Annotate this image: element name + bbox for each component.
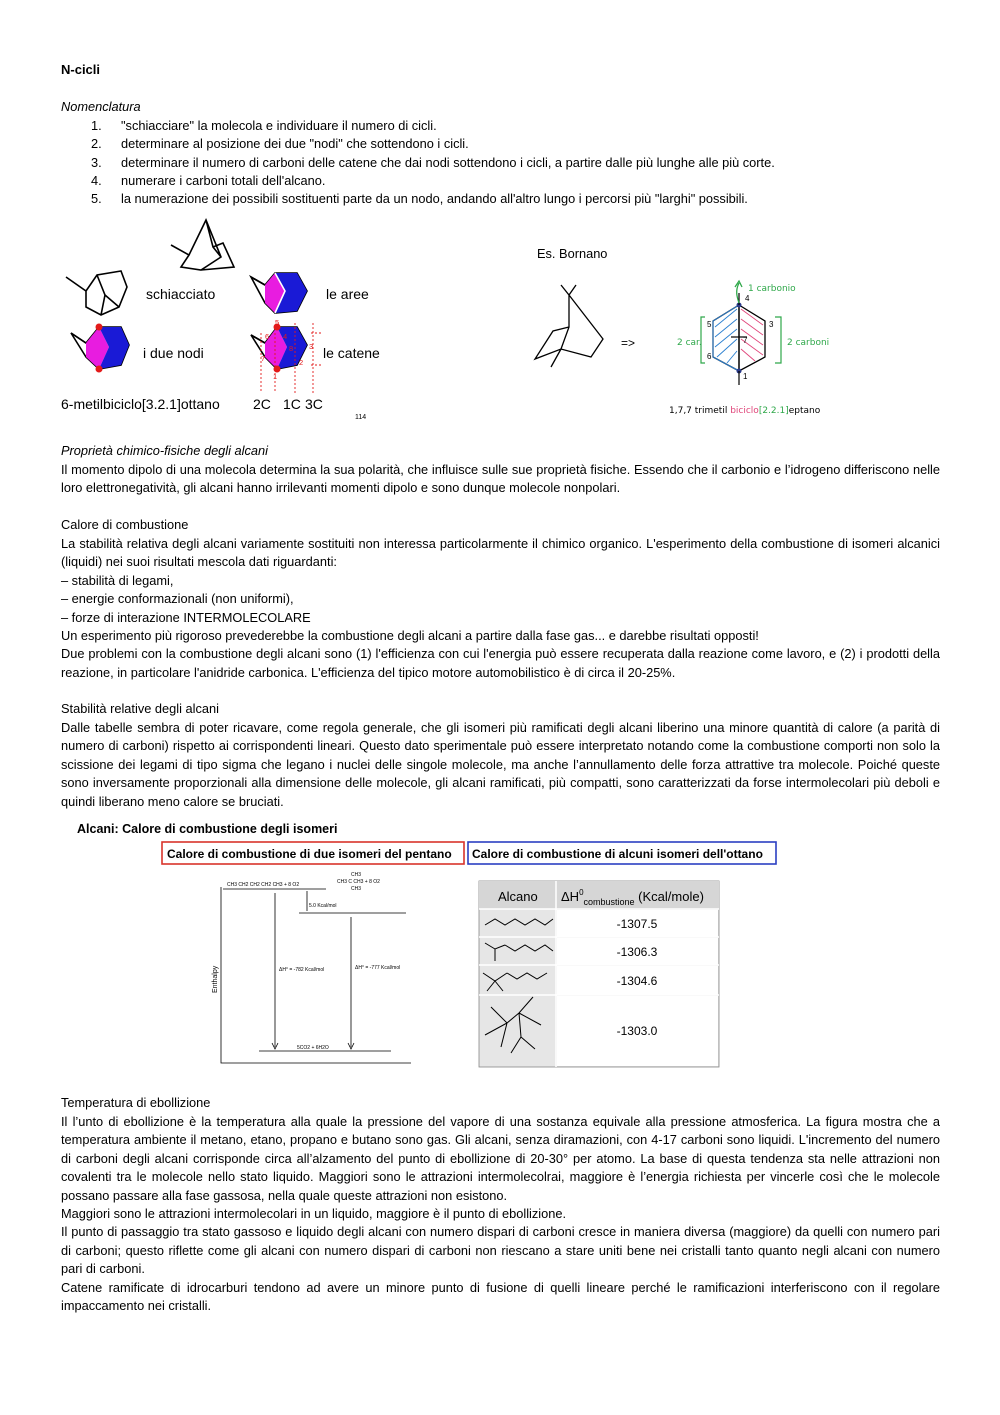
nomenclature-steps [61,117,940,208]
boiling-p1: Il l’unto di ebollizione è la temperatura alla quale la pressione del vapore di una sostanza equivale alla pressione atmosferica. La figura mostra che a temperatura ambiente il metano, etano, propano e butano sono gas. Gli alcani, senza diramazioni, con 4-17 carboni sono liquidi. L'incremento del numero di carboni degli alcani corrisponde circa all’alzamento del punto di ebollizione di 20-30° per atomo. La base di questa tendenza sta nelle attrazioni non covalenti tra le molecole nello stato liquido. Maggiori sono le attrazioni intermolecolrai, maggiore è l’energia richiesta per vincerle così che le molecole possano passare alla fase gassosa, nella quale queste attrazioni non esistono. [61,1114,940,1203]
svg-text:3: 3 [769,320,774,329]
svg-text:Calore di combustione di due i: Calore di combustione di due isomeri del pentano [167,847,452,861]
boiling-p2: Maggiori sono le attrazioni intermolecolari in un liquido, maggiore è il punto di ebollizione. [61,1206,567,1222]
combustion-section [61,535,940,682]
svg-text:6: 6 [707,352,712,361]
svg-text:7: 7 [743,336,748,345]
nomenclature-step: 5. la numerazione dei possibili sostituenti parte da un nodo, andando all'altro lungo i percorsi più "larghi" possibili. [91,191,748,207]
svg-text:5CO2 + 6H2O: 5CO2 + 6H2O [297,1045,329,1051]
svg-text:schiacciato: schiacciato [146,286,216,302]
svg-text:6: 6 [265,332,270,341]
combustion-p1: La stabilità relativa degli alcani variamente sostituiti non interessa particolarmente il chimico organico. L'esperimento della combustione di isomeri alcanici (liquidi) nei suoi risultati mescola dati riguardanti: [61,536,940,570]
svg-text:4: 4 [283,332,288,341]
svg-text:Enthalpy: Enthalpy [212,965,219,993]
svg-text:CH3 C CH3 + 8 O2: CH3 C CH3 + 8 O2 [337,879,380,885]
figure3-title: Alcani: Calore di combustione degli isomeri [77,822,338,836]
stability-heading: Stabilità relative degli alcani [61,701,219,716]
svg-text:1 carbonio: 1 carbonio [748,284,796,294]
boiling-section [61,1113,940,1315]
combustion-heading: Calore di combustione [61,517,189,532]
svg-text:3: 3 [309,342,314,351]
combustion-list-item: – stabilità di legami, [61,572,174,588]
svg-text:7: 7 [261,354,266,363]
svg-text:Calore di combustione di alcun: Calore di combustione di alcuni isomeri dell'ottano [472,847,763,861]
nomenclature-step: 4. numerare i carboni totali dell'alcano. [91,172,326,188]
properties-text: Il momento dipolo di una molecola determina la sua polarità, che influisce sulle sue proprietà fisiche. Essendo che il carbonio e l’idrogeno differiscono nelle loro elettronegatività, gli alcani hanno irrilevanti momenti dipolo e sono dunque molecole nonpolari. [61,462,940,496]
svg-text:5: 5 [707,320,712,329]
nomenclature-heading: Nomenclatura [61,99,141,114]
svg-text:2 car.: 2 car. [677,338,702,348]
svg-text:ΔH0combustione (Kcal/mole): $\Delta H^0_{combustione}$ (Kcal/mole) [561,888,704,907]
svg-text:6-metilbiciclo[3.2.1]ottano: 6-metilbiciclo[3.2.1]ottano [61,396,220,412]
svg-text:i due nodi: i due nodi [143,345,204,361]
svg-text:=>: => [621,336,636,350]
svg-text:ΔH° = -777 Kcal/mol: ΔH° = -777 Kcal/mol [355,965,401,971]
svg-text:3C: 3C [305,396,323,412]
stability-text: Dalle tabelle sembra di poter ricavare, come regola generale, che gli isomeri più ramificati degli alcani liberino una minore quantità di calore (a parità di numero di carboni) rispetto ai corrispondenti lineari. Questo dato sperimentale può essere interpretato notando come la combustione comporti non solo la scissione dei legami di tipo sigma che legano i nuclei delle singole molecole, ma anche l’annullamento delle forza attrattive tra molecole. Poiché queste sono inversamente proporzionali alla dimensione delle molecole, gli alcani ramificati, più compatti, sono caratterizzati da forse intermolecolari più deboli e quindi liberano meno calore se bruciati. [61,720,940,809]
svg-text:8: 8 [289,344,294,353]
svg-text:5: 5 [275,318,280,327]
boiling-heading: Temperatura di ebollizione [61,1095,211,1110]
svg-text:1: 1 [273,372,278,381]
svg-text:2C: 2C [253,396,271,412]
svg-text:1: 1 [743,372,748,381]
svg-text:CH3: CH3 [351,886,362,892]
boiling-p3: Il punto di passaggio tra stato gassoso e liquido degli alcani con numero dispari di carboni cresce in maniera diversa (maggiore) da quelli con numero pari di carboni; questo riflette come gli alcani con numero dispari di carboni non riescano a stare uniti bene nei cristalli tanto quanto negli alcani con numero pari di carboni. [61,1224,940,1277]
svg-text:5.0 Kcal/mol: 5.0 Kcal/mol [309,903,337,909]
boiling-p4: Catene ramificate di idrocarburi tendono ad avere un minore punto di fusione di quelli lineare perché le ramificazioni interferiscono con il regolare impaccamento nei cristalli. [61,1279,940,1314]
combustion-list-item: – forze di interazione INTERMOLECOLARE [61,609,311,625]
nomenclature-step: 1. "schiacciare" la molecola e individuare il numero di cicli. [91,118,437,133]
nomenclature-step: 3. determinare il numero di carboni delle catene che dai nodi sottendono i cicli, a partire dalle più lunghe alle più corte. [91,154,775,170]
table-value: -1307.5 [616,917,658,931]
nomenclature-step: 2. determinare al posizione dei due "nodi" che sottendono i cicli. [91,136,469,152]
combustion-p3: Due problemi con la combustione degli alcani sono (1) l'efficienza con cui l'energia può essere recuperata dalla reazione come lavoro, e (2) i prodotti della reazione, in particolare l'anidride carbonica. L'efficienza del tipico motore automobilistico è di circa il 20-25%. [61,646,940,680]
svg-text:ΔH° = -782 Kcal/mol: ΔH° = -782 Kcal/mol [279,967,325,973]
combustion-p2: Un esperimento più rigoroso prevederebbe la combustione degli alcani a partire dalla fase gas... e darebbe risultati opposti! [61,628,759,644]
svg-text:2: 2 [299,358,304,367]
svg-text:2 carboni: 2 carboni [787,338,830,348]
svg-text:le aree: le aree [326,286,369,302]
bornano-figure [531,275,891,425]
bicyclo-nomenclature-figure [61,215,391,425]
svg-text:CH3: CH3 [351,872,362,878]
table-value: -1304.6 [616,974,658,988]
combustion-list-item: – energie conformazionali (non uniformi), [61,591,294,607]
properties-heading: Proprietà chimico-fisiche degli alcani [61,443,268,458]
table-value: -1303.0 [616,1024,658,1038]
svg-text:Alcano: Alcano [498,889,538,904]
page-title: N-cicli [61,62,101,77]
svg-text:4: 4 [745,294,750,303]
combustion-isomers-figure [71,815,791,1073]
table-value: -1306.3 [616,945,658,959]
svg-text:CH3 CH2 CH2 CH2 CH3 + 8 O2: CH3 CH2 CH2 CH2 CH3 + 8 O2 [227,882,300,888]
svg-text:1C: 1C [283,396,301,412]
svg-text:114: 114 [355,414,367,421]
svg-text:le catene: le catene [323,345,380,361]
bornano-title: Es. Bornano [537,246,608,261]
svg-text:1,7,7 trimetil biciclo[2.2.1]e: 1,7,7 trimetil biciclo[2.2.1]eptano [669,406,821,416]
